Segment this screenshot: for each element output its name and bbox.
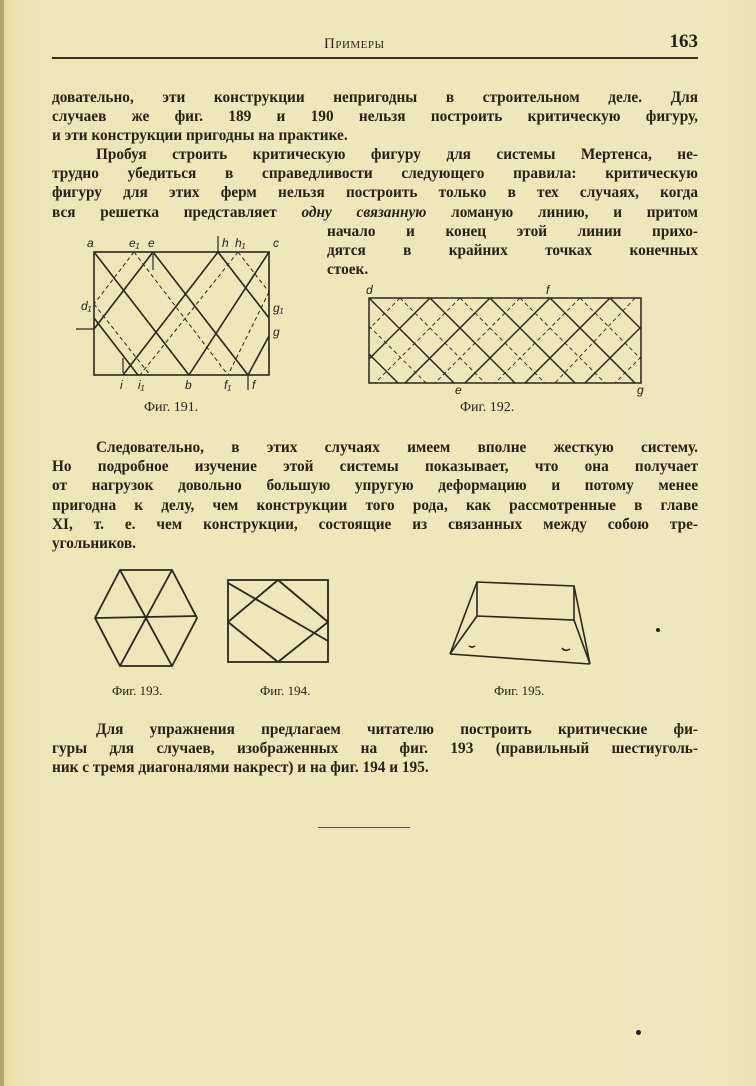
braced-rectangle-diagram: [226, 578, 330, 664]
label-e1: e₁: [129, 236, 140, 250]
label-d1: d₁: [81, 299, 92, 313]
paragraph-3: [52, 438, 698, 553]
text-line: довательно, эти конструкции непригодны в строительном деле. Для: [52, 89, 698, 106]
text-line: фигуру для этих ферм нельзя построить только в тех случаях, когда: [52, 184, 698, 202]
text-line: Но подробное изучение этой системы показывает, что она получает: [52, 458, 698, 476]
text-line: Следовательно, в этих случаях имеем вполне жесткую систему.: [96, 439, 698, 456]
emphasis-text: одну связанную: [301, 203, 427, 221]
hexagon-diagram: [94, 568, 198, 670]
truss-diagram-192: [360, 285, 650, 395]
ink-speck: [656, 628, 660, 632]
label-e: e: [148, 236, 155, 250]
label-h: h: [222, 236, 229, 250]
text-line: пригодна к делу, чем конструкции того рода, как рассмотренные в главе: [52, 496, 698, 514]
label-i1: i₁: [138, 378, 145, 392]
figure-193: [94, 568, 198, 670]
text-line: от нагрузок довольно большую упругую деформацию и потому менее: [52, 477, 698, 495]
text-line: трудно убедиться в справедливости следующего правила: критическую: [52, 165, 698, 183]
running-title: Примеры: [324, 36, 385, 52]
figure-191-caption: Фиг. 191.: [144, 400, 199, 415]
label-c: c: [273, 236, 279, 250]
text-line: Пробуя строить критическую фигуру для системы Мертенса, не-: [96, 146, 698, 163]
label-f: f: [546, 283, 550, 297]
paragraph-4: [52, 720, 698, 778]
trapezoid-frame-diagram: [444, 578, 594, 668]
text-line: начало и конец этой линии прихо-: [327, 223, 698, 240]
text-run: вся решетка представляет: [52, 203, 302, 221]
figure-195: [444, 578, 594, 668]
figure-192: [360, 285, 650, 395]
label-e: e: [455, 383, 462, 397]
text-line: XI, т. е. чем конструкции, состоящие из связанных между собою тре-: [52, 515, 698, 533]
label-g: g: [273, 325, 280, 339]
label-h1: h₁: [235, 236, 246, 250]
paragraph-2-wrap: [327, 222, 698, 280]
figure-191: [78, 232, 318, 392]
label-g: g: [637, 383, 644, 397]
text-line: Для упражнения предлагаем читателю построить критические фи-: [96, 721, 698, 738]
label-a: a: [87, 236, 94, 250]
figure-194: [226, 578, 330, 664]
text-line: ник с тремя диагоналями накрест) и на фиг. 194 и 195.: [52, 759, 429, 777]
label-f1: f₁: [224, 378, 232, 392]
text-line: гуры для случаев, изображенных на фиг. 193 (правильный шестиуголь-: [52, 740, 698, 758]
paragraph-1: [52, 88, 698, 146]
text-line: и эти конструкции пригодны на практике.: [52, 127, 348, 145]
figure-194-caption: Фиг. 194.: [260, 683, 311, 698]
text-run: ломаную линию, и притом: [426, 203, 698, 221]
section-end-rule: [318, 827, 410, 828]
label-d: d: [366, 283, 373, 297]
page-number: 163: [669, 31, 698, 52]
paragraph-2: [52, 145, 698, 222]
text-line: угольников.: [52, 535, 136, 553]
text-line: случаев же фиг. 189 и 190 нельзя построить критическую фигуру,: [52, 108, 698, 126]
label-g1: g₁: [273, 301, 284, 315]
figure-195-caption: Фиг. 195.: [494, 683, 545, 698]
header-rule: [52, 57, 698, 59]
label-b: b: [185, 378, 192, 392]
text-line-with-emphasis: [52, 203, 698, 222]
figure-193-caption: Фиг. 193.: [112, 683, 163, 698]
truss-diagram-191: [78, 232, 318, 392]
page-header: [52, 28, 698, 56]
page-binding-edge: [0, 0, 4, 1086]
text-line: стоек.: [327, 261, 369, 279]
label-f: f: [252, 378, 256, 392]
ink-speck: [636, 1030, 641, 1035]
label-i: i: [120, 378, 123, 392]
text-line: дятся в крайних точках конечных: [327, 242, 698, 260]
figure-192-caption: Фиг. 192.: [460, 400, 515, 415]
